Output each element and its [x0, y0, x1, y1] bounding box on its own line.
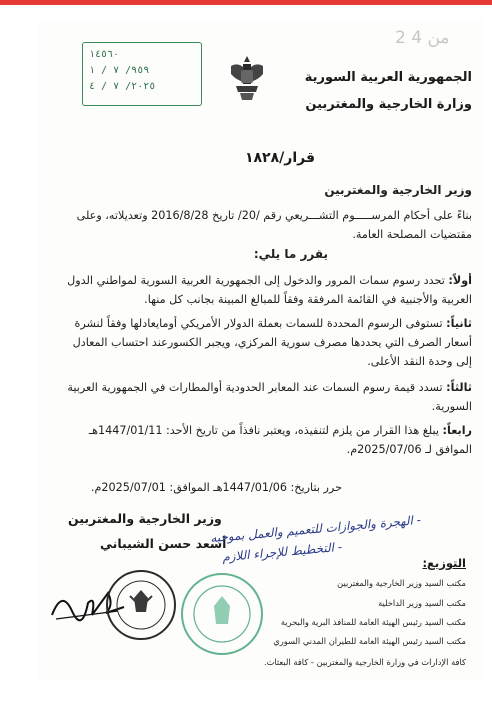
header-ministry: وزارة الخارجية والمغتربين	[305, 97, 472, 112]
article-4: رابعاً: يبلغ هذا القرار من يلزم لتنفيذه، ويعتبر نافذاً من تاريخ الأحد: 1447/01/11هـ الموافق لـ 2025/07/06م.	[88, 424, 472, 456]
distribution-item: مكتب السيد رئيس الهيئة العامة للمنافذ البرية والبحرية	[280, 617, 466, 627]
page-counter: 2 من 4	[395, 28, 450, 48]
article-2: ثانياً: تستوفى الرسوم المحددة للسمات بعملة الدولار الأمريكي أومايعادلها وفقاً لنشرة أسعار الصرف التي يحددها مصرف سورية المركزي، ويجبر الكسورعند احتساب المعادل إلى وحدة النقد الأعلى.	[72, 317, 472, 368]
distribution-item: مكتب السيد رئيس الهيئة العامة للطيران المدني السوري	[273, 636, 466, 646]
decision-number: قرار/١٨٢٨	[244, 150, 316, 166]
article-3: ثالثاً: تسدد قيمة رسوم السمات عند المعابر الحدودية أوالمطارات في الجمهورية العربية السورية.	[67, 381, 472, 413]
article-1: أولاً: تحدد رسوم سمات المرور والدخول إلى الجمهورية العربية السورية لمواطني الدول العربية والأجنبية في القائمة المرفقة وفقاً للمبالغ المبينة بجانب كل منها.	[67, 274, 472, 306]
preamble-text: بناءً على أحكام المرســـــوم التشـــريعي رقم /20/ تاريخ 2016/8/28 وتعديلاته، وعلى مقتضيات المصلحة العامة.	[76, 209, 472, 241]
signatory-name: أسعد حسن الشيباني	[100, 536, 227, 551]
decides-heading: يقرر ما يلي:	[253, 247, 328, 261]
state-emblem-icon	[228, 52, 266, 104]
distribution-item: كافة الإدارات في وزارة الخارجية والمغتربين - كافة البعثات.	[263, 657, 466, 667]
date-issued: حرر بتاريخ: 1447/01/06هـ الموافق: 2025/07/01م.	[90, 481, 342, 494]
top-accent-bar	[0, 0, 492, 5]
distribution-item: مكتب السيد وزير الداخلية	[378, 598, 466, 608]
distribution-item: مكتب السيد وزير الخارجية والمغتربين	[337, 578, 466, 588]
handwritten-note-line-2: - التخطيط للإجراء اللازم	[221, 539, 343, 565]
green-office-seal-icon	[178, 570, 266, 658]
distribution-title: التوزيع:	[422, 556, 466, 570]
signatory-title: وزير الخارجية والمغتربين	[68, 511, 222, 526]
ministry-seal-icon	[104, 568, 178, 642]
handwritten-note-line-1: - الهجرة والجوازات للتعميم والعمل بموجبه	[209, 512, 422, 546]
issuer-title: وزير الخارجية والمغتربين	[324, 183, 472, 197]
header-republic: الجمهورية العربية السورية	[304, 70, 472, 85]
receipt-stamp: ١٤٥٦٠ ٩٥٩/ ٧ / ١ ٢٠٢٥/ ٧ / ٤	[82, 42, 202, 106]
